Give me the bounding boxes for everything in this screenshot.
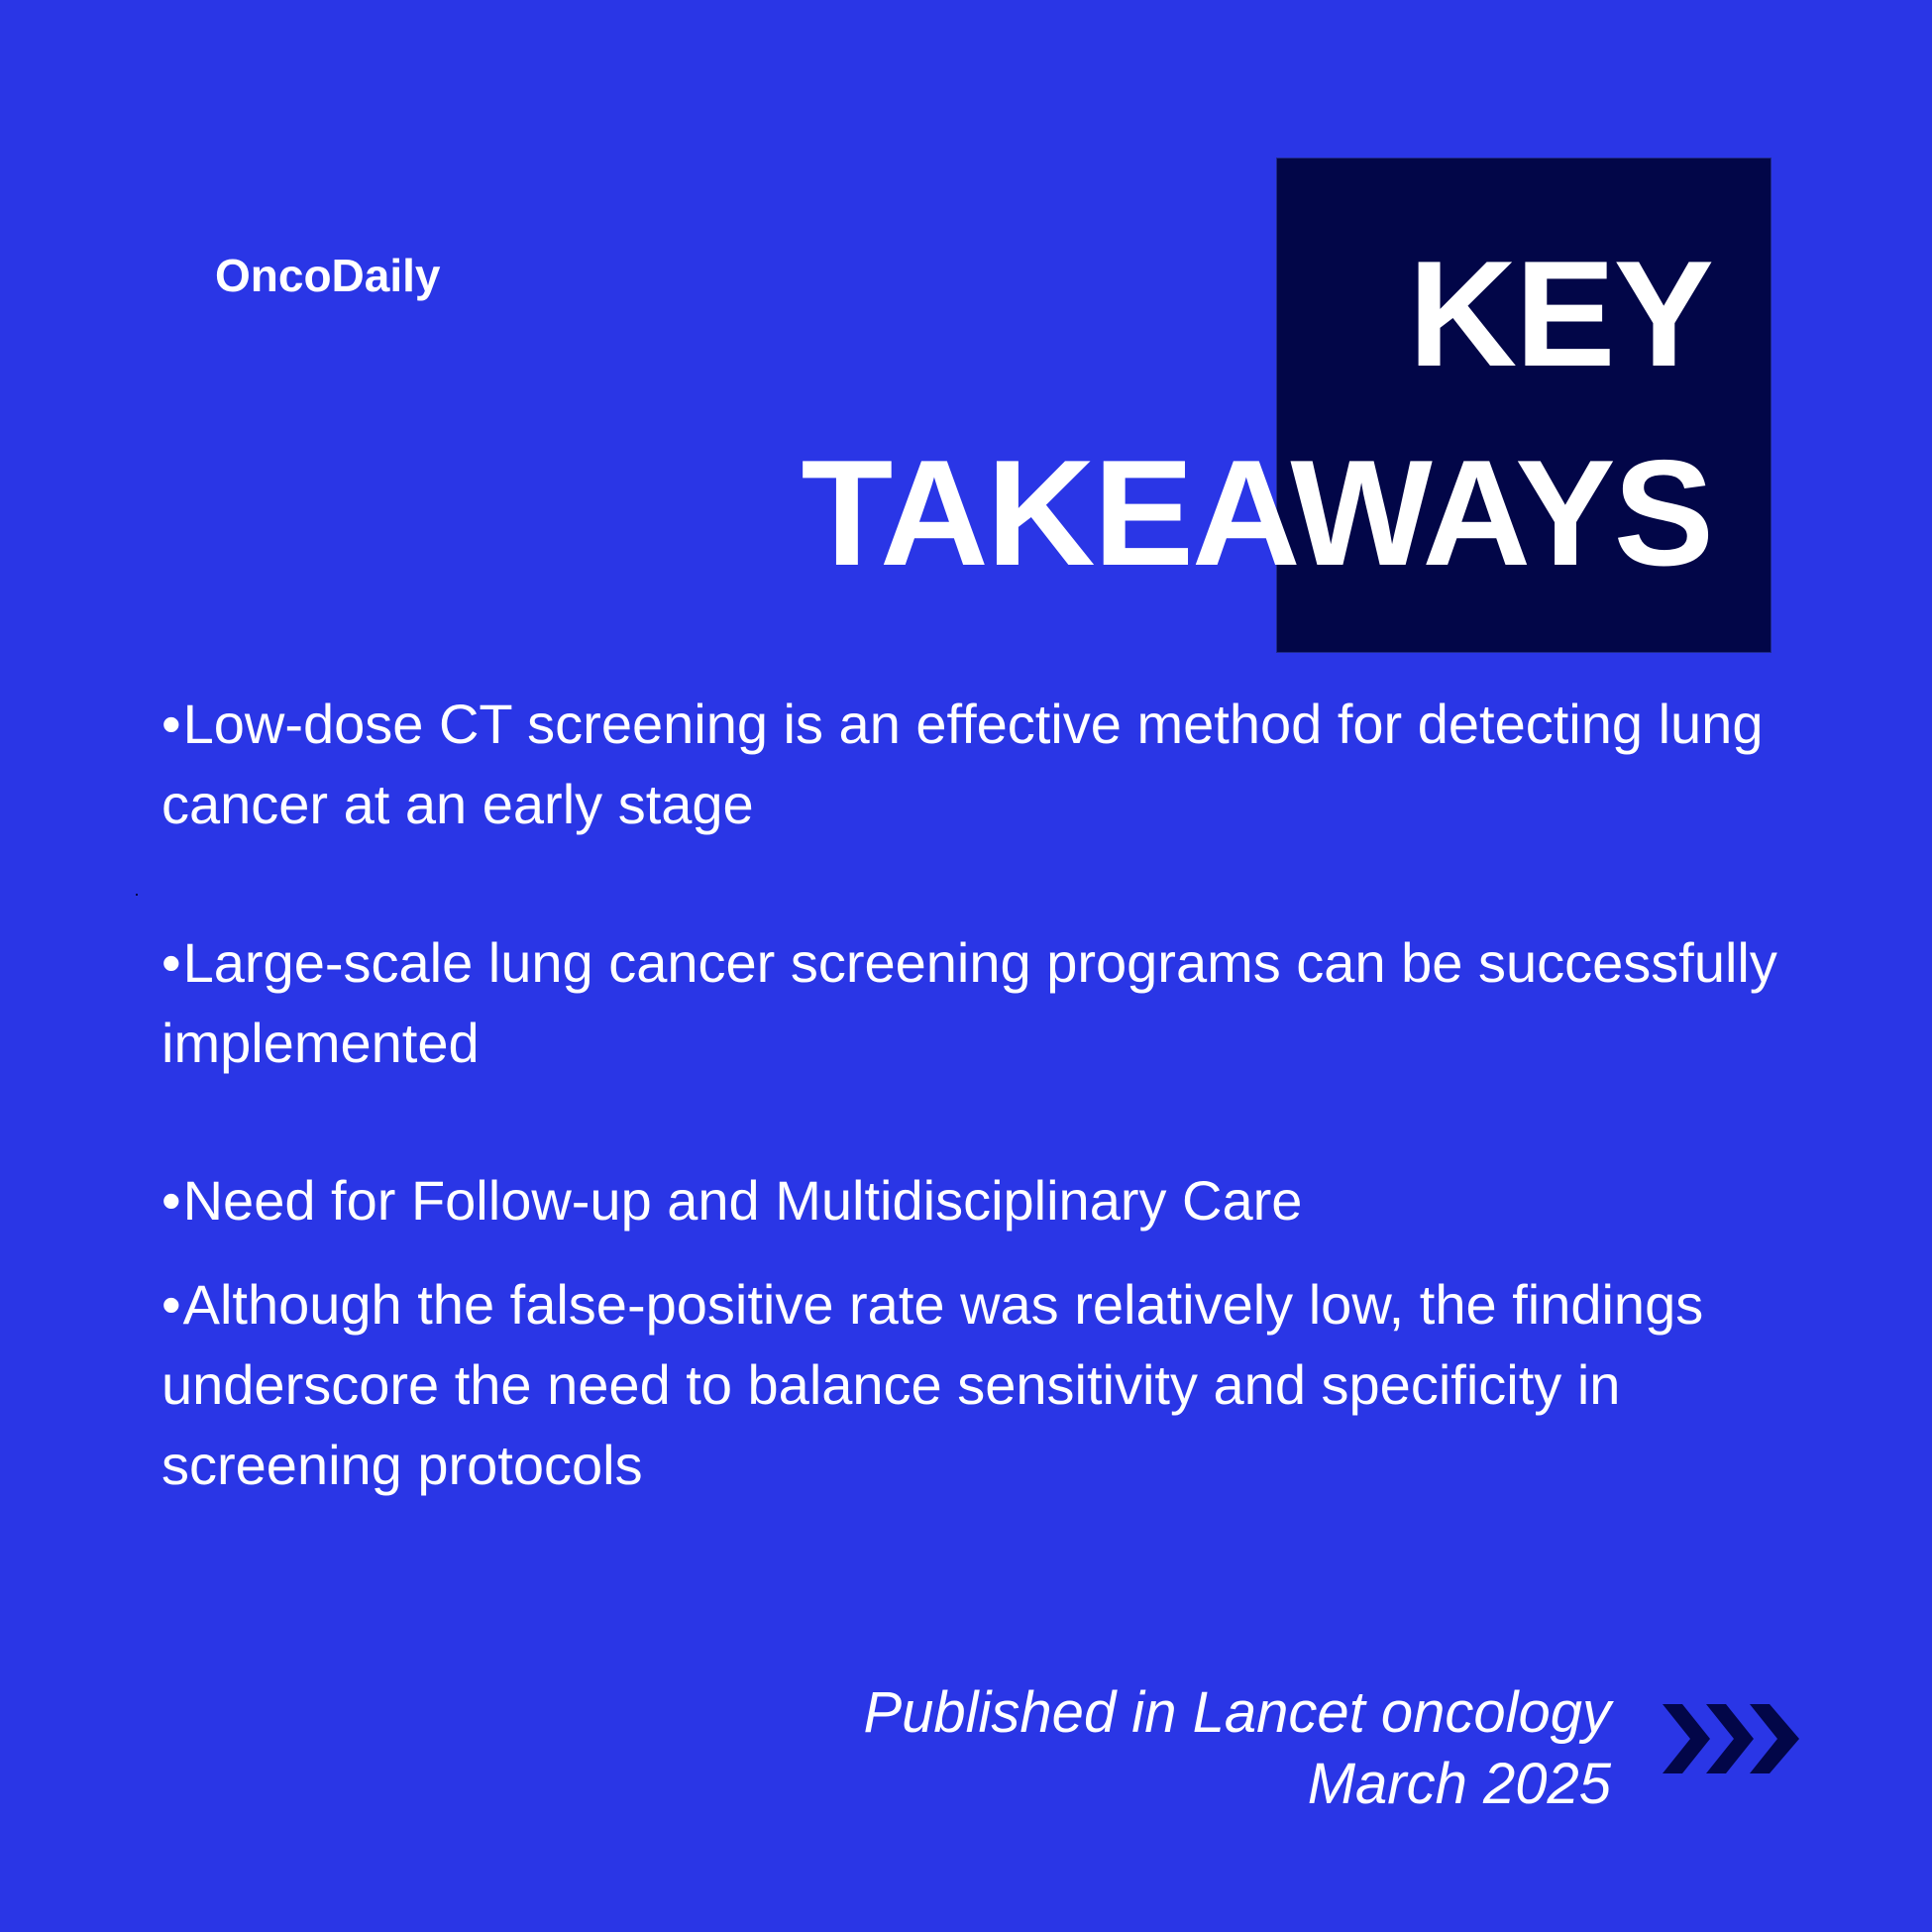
takeaway-item: [161, 684, 1786, 844]
publication-footer: [863, 1677, 1611, 1820]
bullet-marker: •: [161, 931, 181, 994]
bullet-marker: •: [161, 1169, 181, 1232]
takeaway-text: Although the false-positive rate was relatively low, the findings underscore the need to balance sensitivity and specificity in screening protocols: [161, 1273, 1704, 1496]
title-line-2: TAKEAWAYS: [801, 429, 1712, 597]
title-line-1: KEY: [1408, 230, 1712, 398]
takeaway-item: [161, 922, 1786, 1083]
brand-logo-text: OncoDaily: [215, 250, 441, 301]
publication-date: March 2025: [1307, 1752, 1611, 1816]
takeaway-item: [161, 1160, 1786, 1240]
takeaway-text: Need for Follow-up and Multidisciplinary Care: [182, 1169, 1303, 1232]
triple-chevron-right-icon[interactable]: [1661, 1702, 1801, 1775]
takeaway-text: Large-scale lung cancer screening programs can be successfully implemented: [161, 931, 1777, 1074]
bullet-marker: •: [161, 693, 181, 755]
publication-source: Published in Lancet oncology: [863, 1680, 1611, 1745]
bullet-marker: •: [161, 1273, 181, 1336]
takeaway-text: Low-dose CT screening is an effective method for detecting lung cancer at an early stage: [161, 693, 1764, 835]
decorative-dot: [136, 894, 138, 896]
takeaway-item: [161, 1264, 1786, 1505]
